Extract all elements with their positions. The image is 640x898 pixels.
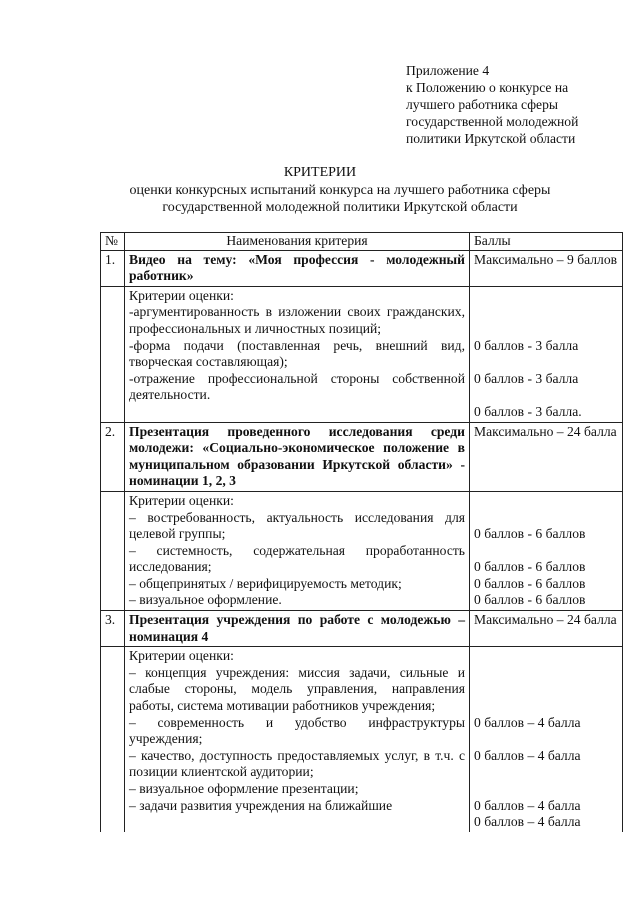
table-header-row (101, 233, 623, 251)
criterion-score: 0 баллов – 4 балла (474, 714, 581, 730)
document-title: КРИТЕРИИ (283, 165, 357, 180)
appendix-line: лучшего работника сферы (406, 97, 559, 112)
criterion-score: 0 баллов – 4 балла (474, 814, 581, 830)
criterion-text: – современность и удобство инфраструктуры учреждения; (129, 714, 465, 747)
appendix-line: к Положению о конкурсе на (406, 80, 569, 95)
criterion-text: – системность, содержательная проработанность исследования; (129, 542, 465, 575)
appendix-line: государственной молодежной (406, 114, 579, 129)
criterion-score: 0 баллов - 3 балла (474, 370, 579, 386)
criteria-table (100, 232, 623, 832)
criteria-scores (470, 491, 623, 610)
section-max-score: Максимально – 9 баллов (470, 250, 623, 286)
criterion-text: -форма подачи (поставленная речь, внешний вид, творческая составляющая); (129, 337, 465, 370)
appendix-line: политики Иркутской области (406, 131, 576, 146)
criterion-score: 0 баллов – 4 балла (474, 797, 581, 813)
section-title: Презентация проведенного исследования среди молодежи: «Социально-экономическое положение в муниципальном образовании Иркутской области» - номинации 1, 2, 3 (125, 422, 470, 491)
criterion-text: – задачи развития учреждения на ближайшие (129, 797, 393, 813)
column-header-number: № (101, 233, 125, 251)
criterion-text: – востребованность, актуальность исследования для целевой группы; (129, 509, 465, 542)
criterion-score: 0 баллов - 6 баллов (474, 592, 586, 608)
criteria-list (125, 286, 470, 422)
criterion-text: -отражение профессиональной стороны собственной деятельности. (129, 370, 465, 403)
section-title-row (101, 250, 623, 286)
criteria-label: Критерии оценки: (129, 287, 234, 303)
criteria-list (125, 491, 470, 610)
criterion-score: 0 баллов - 6 баллов (474, 559, 586, 575)
criteria-scores (470, 647, 623, 832)
criteria-label: Критерии оценки: (129, 648, 234, 664)
criterion-text: -аргументированность в изложении своих гражданских, профессиональных и личностных позиций; (129, 304, 465, 336)
section-max-score: Максимально – 24 балла (470, 611, 623, 647)
section-number: 3. (101, 611, 125, 647)
criterion-score: 0 баллов - 3 балла. (474, 403, 582, 419)
criterion-score: 0 баллов - 6 баллов (474, 575, 586, 591)
document-subtitle: оценки конкурсных испытаний конкурса на лучшего работника сферы государственной молодежной политики Иркутской области (129, 183, 551, 215)
criterion-text: – общепринятых / верифицируемость методик; (129, 575, 402, 591)
section-title: Видео на тему: «Моя профессия - молодежный работник» (125, 250, 470, 286)
column-header-score: Баллы (470, 233, 623, 251)
criterion-score: 0 баллов – 4 балла (474, 747, 581, 763)
section-criteria-row (101, 286, 623, 422)
section-title-row (101, 611, 623, 647)
criterion-text: – концепция учреждения: миссия задачи, сильные и слабые стороны, модель управления, направления работы, система мотивации работников учреждения; (129, 664, 465, 714)
criteria-scores (470, 286, 623, 422)
criterion-score: 0 баллов - 3 балла (474, 337, 579, 353)
criteria-label: Критерии оценки: (129, 492, 234, 508)
section-title: Презентация учреждения по работе с молодежью – номинация 4 (125, 611, 470, 647)
appendix-line: Приложение 4 (406, 63, 490, 78)
section-number: 1. (101, 250, 125, 286)
criteria-list (125, 647, 470, 832)
section-title-row (101, 422, 623, 491)
section-criteria-row (101, 491, 623, 610)
appendix-note (406, 62, 616, 147)
criterion-text: – визуальное оформление презентации; (129, 781, 359, 796)
criterion-text: – визуальное оформление. (129, 592, 282, 608)
section-max-score: Максимально – 24 балла (470, 422, 623, 491)
criterion-score: 0 баллов - 6 баллов (474, 526, 586, 542)
criterion-text: – качество, доступность предоставляемых услуг, в т.ч. с позиции клиентской аудитории; (129, 747, 465, 780)
section-criteria-row (101, 647, 623, 832)
column-header-name: Наименования критерия (125, 233, 470, 251)
section-number: 2. (101, 422, 125, 491)
